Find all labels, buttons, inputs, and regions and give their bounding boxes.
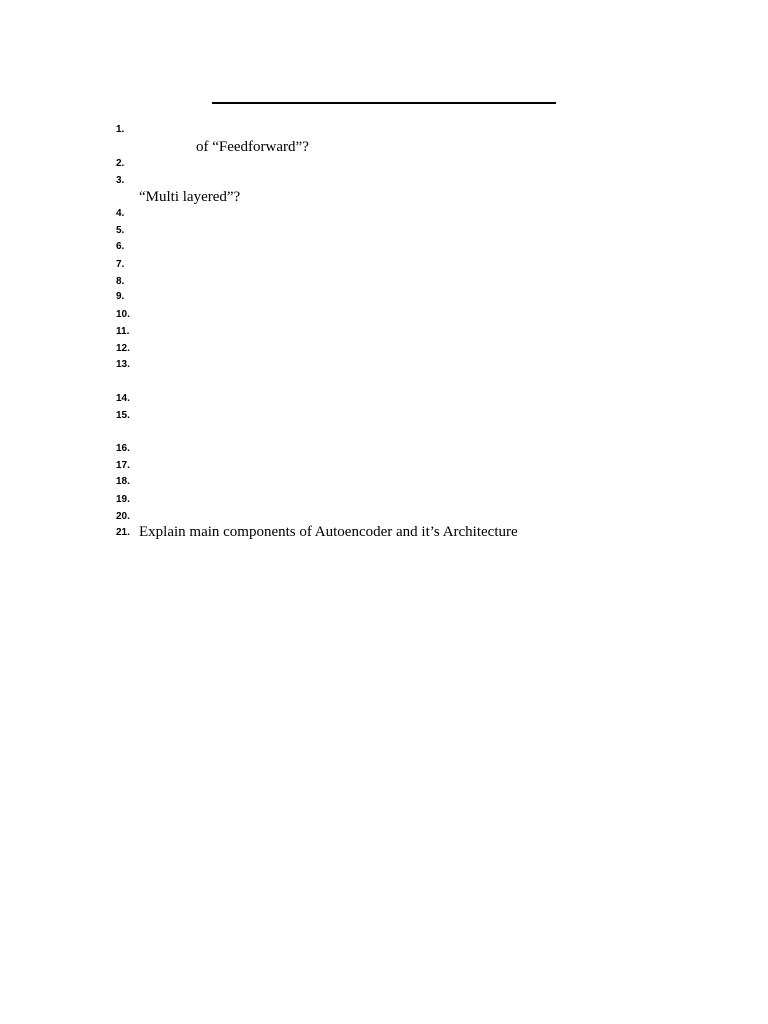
question-number: 13.	[116, 359, 130, 370]
question-number: 16.	[116, 443, 130, 454]
question-number: 20.	[116, 511, 130, 522]
question-number: 18.	[116, 476, 130, 487]
question-number: 19.	[116, 494, 130, 505]
question-number: 9.	[116, 291, 125, 302]
question-number: 5.	[116, 225, 125, 236]
question-number: 2.	[116, 158, 125, 169]
question-number: 1.	[116, 124, 125, 135]
question-number: 15.	[116, 410, 130, 421]
question-number: 3.	[116, 175, 125, 186]
question-text: Explain main components of Autoencoder and it’s Architecture	[139, 524, 518, 540]
question-number: 11.	[116, 326, 130, 337]
question-number: 21.	[116, 527, 130, 538]
title-underline	[212, 102, 556, 104]
question-number: 17.	[116, 460, 130, 471]
question-number: 7.	[116, 259, 125, 270]
question-number: 12.	[116, 343, 130, 354]
question-text-continuation: of “Feedforward”?	[196, 139, 309, 155]
question-number: 14.	[116, 393, 130, 404]
question-number: 10.	[116, 309, 130, 320]
question-number: 4.	[116, 208, 125, 219]
question-text-continuation: “Multi layered”?	[139, 189, 241, 205]
question-number: 6.	[116, 241, 125, 252]
question-number: 8.	[116, 276, 125, 287]
